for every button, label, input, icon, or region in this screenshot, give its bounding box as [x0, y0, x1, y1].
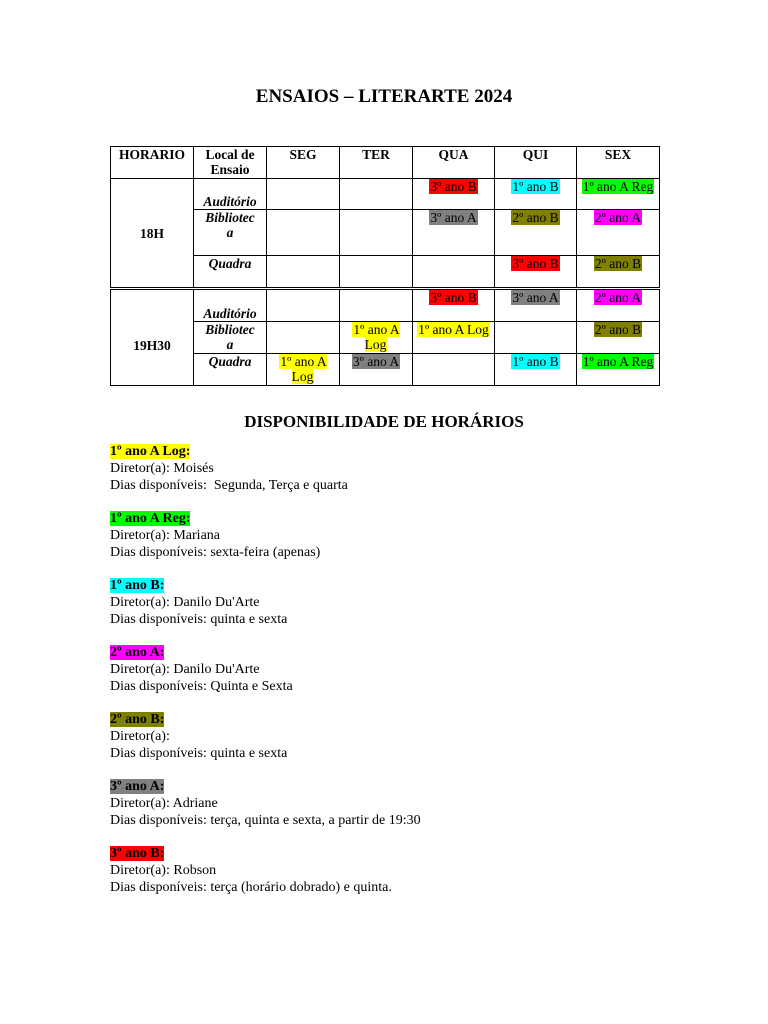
class-label: 1º ano A Log	[418, 322, 489, 337]
table-header-row	[111, 147, 660, 179]
cell-r5-ter	[340, 322, 413, 354]
cell-empty	[340, 179, 413, 210]
local-biblio-line2: a	[226, 225, 234, 240]
table-row	[111, 179, 660, 210]
cell-r3-sex	[577, 256, 660, 289]
cell-r6-qui	[495, 354, 577, 386]
cell-r6-seg	[267, 354, 340, 386]
header-local	[194, 147, 267, 179]
class-label: 1º ano B	[512, 354, 559, 369]
local-biblio-line1: Bibliotec	[205, 210, 255, 225]
header-local-line2: Ensaio	[210, 162, 250, 177]
cell-empty	[267, 289, 340, 322]
group-name: 1º ano A Reg:	[110, 511, 191, 526]
group-1b	[110, 577, 710, 628]
group-name: 3º ano A:	[110, 779, 165, 794]
cell-r2-sex	[577, 210, 660, 256]
local-auditorio: Auditório	[194, 179, 267, 210]
group-days: Dias disponíveis: quinta e sexta	[110, 612, 288, 627]
cell-r5-sex	[577, 322, 660, 354]
cell-r3-qui	[495, 256, 577, 289]
header-qui: QUI	[495, 147, 577, 179]
cell-r6-ter	[340, 354, 413, 386]
group-3b	[110, 845, 710, 896]
group-2b	[110, 711, 710, 762]
class-label: 2º ano A	[594, 290, 642, 305]
class-label: 3º ano A	[352, 354, 400, 369]
cell-empty	[340, 256, 413, 289]
group-name: 1º ano A Log:	[110, 444, 191, 459]
local-biblio-line1: Bibliotec	[205, 322, 255, 337]
time-18h: 18H	[111, 179, 194, 289]
class-label: 3º ano B	[430, 290, 477, 305]
time-19h30: 19H30	[111, 289, 194, 386]
group-name: 1º ano B:	[110, 578, 165, 593]
cell-r4-sex	[577, 289, 660, 322]
group-name: 2º ano B:	[110, 712, 165, 727]
cell-empty	[495, 322, 577, 354]
cell-empty	[413, 354, 495, 386]
group-director: Diretor(a):	[110, 729, 170, 744]
cell-r4-qua	[413, 289, 495, 322]
cell-empty	[340, 289, 413, 322]
class-label: 1º ano A Reg	[582, 354, 654, 369]
group-director: Diretor(a): Mariana	[110, 528, 220, 543]
header-seg: SEG	[267, 147, 340, 179]
cell-r6-sex	[577, 354, 660, 386]
cell-r1-qui	[495, 179, 577, 210]
group-days: Dias disponíveis: Segunda, Terça e quarta	[110, 478, 348, 493]
local-quadra: Quadra	[194, 354, 267, 386]
local-biblio-line2: a	[226, 337, 234, 352]
page-title: ENSAIOS – LITERARTE 2024	[255, 86, 513, 107]
cell-r2-qua	[413, 210, 495, 256]
class-label: 2º ano A	[594, 210, 642, 225]
cell-r1-sex	[577, 179, 660, 210]
group-director: Diretor(a): Danilo Du'Arte	[110, 595, 260, 610]
table-row	[111, 322, 660, 354]
group-3a	[110, 778, 710, 829]
header-ter: TER	[340, 147, 413, 179]
table-row	[111, 210, 660, 256]
group-2a	[110, 644, 710, 695]
cell-empty	[267, 210, 340, 256]
class-label: 2º ano B	[594, 256, 642, 271]
cell-r2-qui	[495, 210, 577, 256]
schedule-table	[110, 146, 660, 386]
group-name: 2º ano A:	[110, 645, 165, 660]
class-label: 1º ano A Log	[280, 354, 327, 384]
local-biblioteca	[194, 322, 267, 354]
group-1a-log	[110, 443, 710, 494]
table-row	[111, 289, 660, 322]
header-sex: SEX	[577, 147, 660, 179]
cell-empty	[413, 256, 495, 289]
header-local-line1: Local de	[205, 147, 255, 162]
group-days: Dias disponíveis: Quinta e Sexta	[110, 679, 293, 694]
availability-list	[110, 443, 710, 912]
class-label: 1º ano A Reg	[582, 179, 654, 194]
class-label: 1º ano A Log	[353, 322, 400, 352]
header-qua: QUA	[413, 147, 495, 179]
local-biblioteca	[194, 210, 267, 256]
cell-empty	[267, 179, 340, 210]
group-name: 3º ano B:	[110, 846, 165, 861]
group-director: Diretor(a): Moisés	[110, 461, 214, 476]
availability-title: DISPONIBILIDADE DE HORÁRIOS	[244, 412, 524, 431]
class-label: 3º ano B	[512, 256, 559, 271]
class-label: 2º ano B	[594, 322, 642, 337]
class-label: 3º ano B	[430, 179, 477, 194]
group-1a-reg	[110, 510, 710, 561]
class-label: 2º ano B	[512, 210, 559, 225]
cell-empty	[267, 322, 340, 354]
group-director: Diretor(a): Robson	[110, 863, 217, 878]
cell-r1-qua	[413, 179, 495, 210]
class-label: 3º ano A	[512, 290, 559, 305]
class-label: 1º ano B	[512, 179, 559, 194]
group-days: Dias disponíveis: sexta-feira (apenas)	[110, 545, 321, 560]
cell-empty	[267, 256, 340, 289]
header-horario: HORARIO	[111, 147, 194, 179]
class-label: 3º ano A	[430, 210, 477, 225]
group-director: Diretor(a): Danilo Du'Arte	[110, 662, 260, 677]
table-row	[111, 354, 660, 386]
cell-empty	[340, 210, 413, 256]
group-days: Dias disponíveis: terça (horário dobrado) e quinta.	[110, 880, 392, 895]
group-days: Dias disponíveis: terça, quinta e sexta, a partir de 19:30	[110, 813, 421, 828]
group-director: Diretor(a): Adriane	[110, 796, 218, 811]
local-auditorio: Auditório	[194, 289, 267, 322]
cell-r4-qui	[495, 289, 577, 322]
group-days: Dias disponíveis: quinta e sexta	[110, 746, 288, 761]
cell-r5-qua	[413, 322, 495, 354]
local-quadra: Quadra	[194, 256, 267, 289]
table-row	[111, 256, 660, 289]
